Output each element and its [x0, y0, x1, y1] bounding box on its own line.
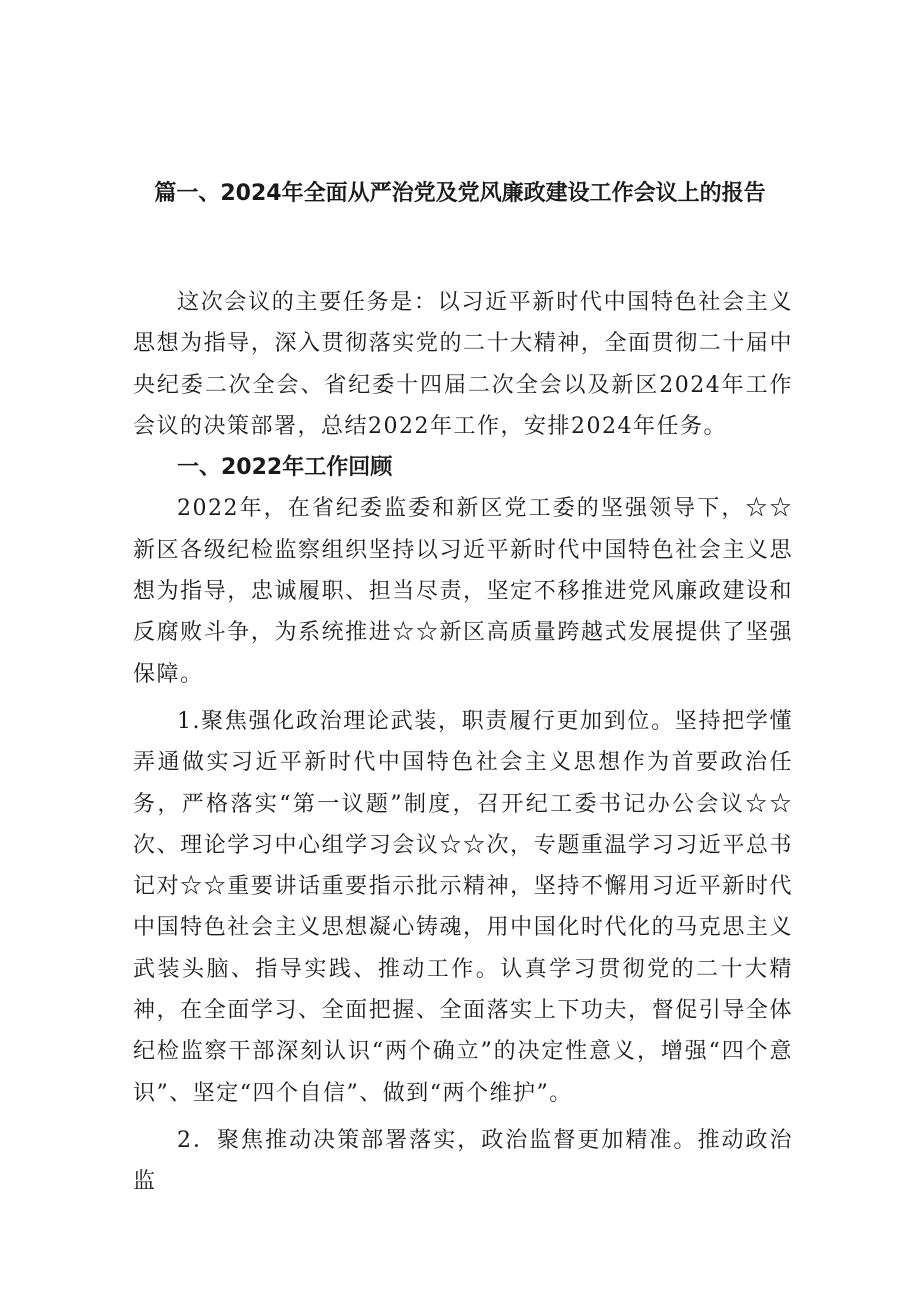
- item-1-paragraph: 1.聚焦强化政治理论武装，职责履行更加到位。坚持把学懂弄通做实习近平新时代中国特色社会主义思想作为首要政治任务，严格落实“第一议题”制度，召开纪工委书记办公会议☆☆次、理论学习中心组学习会议☆☆次，专题重温学习习近平总书记对☆☆重要讲话重要指示批示精神，坚持不懈用习近平新时代中国特色社会主义思想凝心铸魂，用中国化时代化的马克思主义武装头脑、指导实践、推动工作。认真学习贯彻党的二十大精神，在全面学习、全面把握、全面落实上下功夫，督促引导全体纪检监察干部深刻认识“两个确立”的决定性意义，增强“四个意识”、坚定“四个自信”、做到“两个维护”。: [133, 708, 793, 1106]
- review-paragraph: 2022年，在省纪委监委和新区党工委的坚强领导下，☆☆新区各级纪检监察组织坚持以习近平新时代中国特色社会主义思想为指导，忠诚履职、担当尽责，坚定不移推进党风廉政建设和反腐败斗争，为系统推进☆☆新区高质量跨越式发展提供了坚强保障。: [133, 496, 793, 687]
- item-2-paragraph: 2．聚焦推动决策部署落实，政治监督更加精准。推动政治监: [133, 1127, 793, 1195]
- document-title: 篇一、2024年全面从严治党及党风廉政建设工作会议上的报告: [154, 181, 766, 206]
- section-heading: 一、2022年工作回顾: [177, 455, 393, 481]
- intro-paragraph: 这次会议的主要任务是：以习近平新时代中国特色社会主义思想为指导，深入贯彻落实党的二十大精神，全面贯彻二十届中央纪委二次全会、省纪委十四届二次全会以及新区2024年工作会议的决策部署，总结2022年工作，安排2024年任务。: [133, 290, 793, 439]
- document-body: [133, 282, 793, 1203]
